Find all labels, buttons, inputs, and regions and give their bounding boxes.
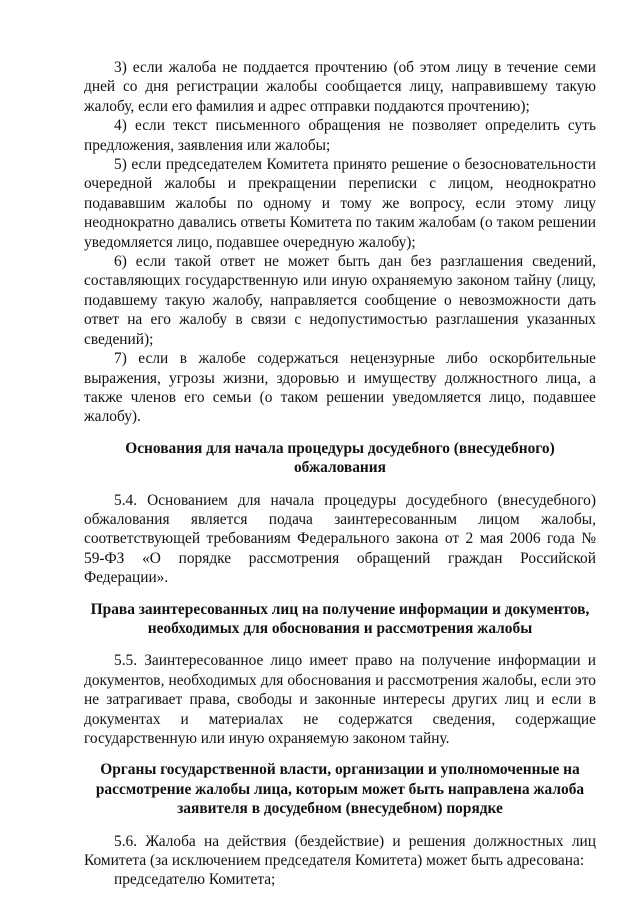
recipient-chairman: председателю Комитета; (114, 871, 276, 889)
section-heading-grounds-line-1: Основания для начала процедуры досудебного (внесудебного) (125, 439, 555, 457)
list-item-6: 6) если такой ответ не может быть дан без разглашения сведений, составляющих государственную или иную охраняемую законом тайну (лицу, подавшему такую жалобу, направляется сообщение о невозможности дать ответ на его жалобу в связи с недопустимостью разглашения указанных сведений); (84, 253, 596, 348)
section-heading-grounds-line-2: обжалования (293, 459, 386, 477)
paragraph-5-6: 5.6. Жалоба на действия (бездействие) и решения должностных лиц Комитета (за исключением председателя Комитета) может быть адресована: (84, 832, 596, 870)
paragraph-5-4: 5.4. Основанием для начала процедуры досудебного (внесудебного) обжалования является подача заинтересованным лицом жалобы, соответствующей требованиям Федерального закона от 2 мая 2006 года № 59-ФЗ «О порядке рассмотрения обращений граждан Российской Федерации». (84, 491, 596, 587)
section-heading-authorities (84, 760, 596, 818)
list-item-5: 5) если председателем Комитета принято решение о безосновательности очередной жалобы и прекращении переписки с лицом, неоднократно подававшим жалобы по одному и тому же вопросу, если этому лицу неоднократно давались ответы Комитета по таким жалобам (о таком решении уведомляется лицо, подавшее очередную жалобу); (84, 156, 596, 251)
section-heading-grounds (84, 439, 596, 478)
list-item-3: 3) если жалоба не поддается прочтению (об этом лицу в течение семи дней со дня регистрации жалобы сообщается лицу, направившему такую жалобу, если его фамилия и адрес отправки поддаются прочтению); (84, 59, 596, 115)
section-heading-authorities-line-1: Органы государственной власти, организации и уполномоченные на (100, 761, 580, 779)
document-page (84, 58, 596, 890)
section-heading-authorities-line-3: заявителя в досудебном (внесудебном) порядке (177, 800, 503, 818)
list-item-4: 4) если текст письменного обращения не позволяет определить суть предложения, заявления или жалобы; (84, 117, 596, 154)
section-heading-rights-line-1: Права заинтересованных лиц на получение информации и документов, (90, 600, 590, 618)
section-heading-authorities-line-2: рассмотрение жалобы лица, которым может быть направлена жалоба (95, 780, 585, 798)
list-item-7: 7) если в жалобе содержаться нецензурные либо оскорбительные выражения, угрозы жизни, здоровью и имуществу должностного лица, а также членов его семьи (о таком решении уведомляется лицо, подавшее жалобу). (84, 350, 596, 426)
paragraph-5-5: 5.5. Заинтересованное лицо имеет право на получение информации и документов, необходимых для обоснования и рассмотрения жалобы, если это не затрагивает права, свободы и законные интересы других лиц и если в документах и материалах не содержатся сведения, содержащие государственную или иную охраняемую законом тайну. (84, 652, 596, 747)
section-heading-rights (84, 600, 596, 639)
section-heading-rights-line-2: необходимых для обоснования и рассмотрения жалобы (147, 619, 533, 637)
